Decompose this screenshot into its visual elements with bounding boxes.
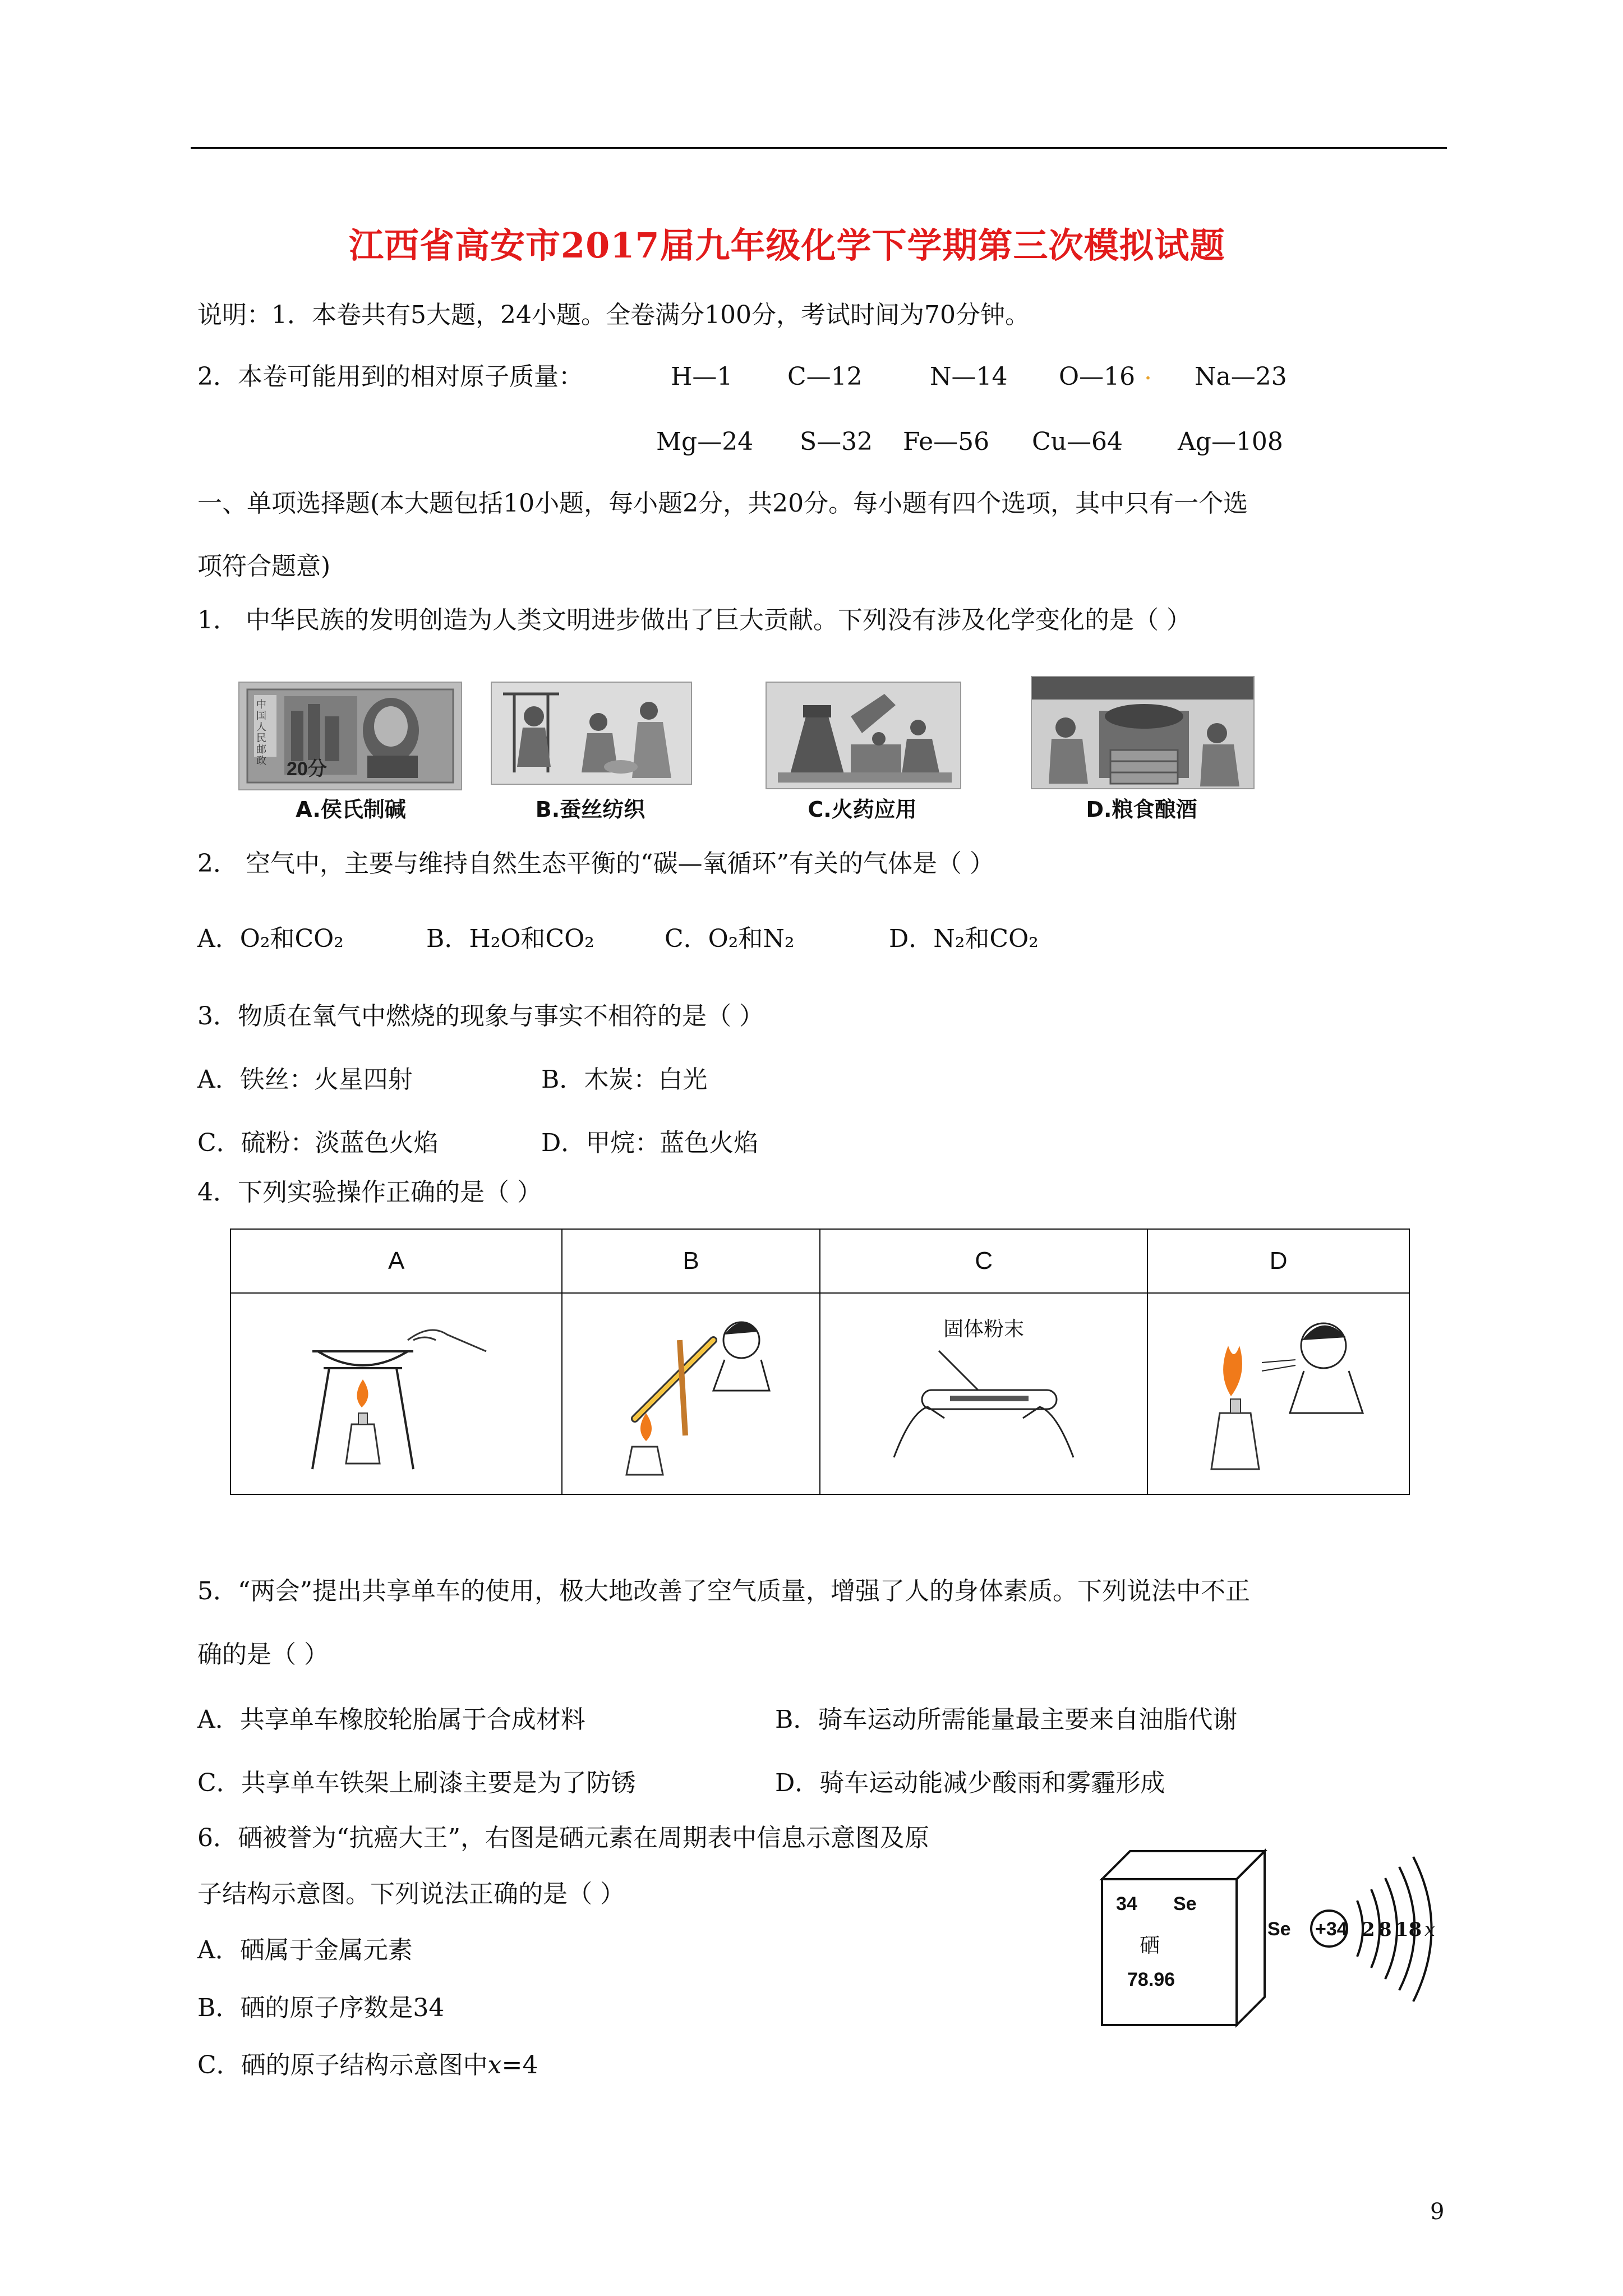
- mass-cu: Cu—64: [1032, 427, 1123, 456]
- section-1-line-1: 一、单项选择题(本大题包括10小题，每小题2分，共20分。每小题有四个选项，其中只有一个选: [197, 489, 1248, 518]
- q1-image-a-stamp: [238, 682, 462, 790]
- q1-image-b-silk: [491, 682, 692, 785]
- mass-c: C—12: [787, 362, 863, 391]
- q4-header-c: C: [820, 1229, 1147, 1293]
- q6-shell-3: 18: [1395, 1918, 1422, 1941]
- mass-s: S—32: [800, 427, 873, 456]
- mass-ag: Ag—108: [1178, 427, 1283, 456]
- q2-option-c: C．O₂和N₂: [665, 924, 795, 953]
- mass-mg: Mg—24: [656, 427, 754, 456]
- q6-option-b: B．硒的原子序数是34: [197, 1994, 445, 2022]
- q2-option-d: D．N₂和CO₂: [889, 924, 1039, 953]
- q4-image-a-evaporating-dish: [296, 1301, 497, 1480]
- mass-fe: Fe—56: [903, 427, 990, 456]
- q4-operations-table: [230, 1228, 1410, 1495]
- q1-stem: 1． 中华民族的发明创造为人类文明进步做出了巨大贡献。下列没有涉及化学变化的是（ ）: [197, 606, 1191, 634]
- q6-option-a: A．硒属于金属元素: [197, 1936, 413, 1964]
- q2-option-a: A．O₂和CO₂: [197, 924, 344, 953]
- q1-stamp-value: 20分: [287, 758, 327, 780]
- header-rule: [191, 147, 1447, 149]
- decorative-dot: .: [1144, 357, 1152, 385]
- q6-shell-1: 2: [1362, 1918, 1375, 1941]
- q3-stem: 3．物质在氧气中燃烧的现象与事实不相符的是（ ）: [197, 1002, 764, 1030]
- q1-stamp-issuer: 中国人民邮政: [256, 699, 266, 767]
- q6-atom-symbol: Se: [1267, 1918, 1291, 1940]
- note-2-label: 2．本卷可能用到的相对原子质量：: [197, 362, 583, 391]
- q6-option-c: [197, 2053, 538, 2078]
- q3-option-c: C．硫粉：淡蓝色火焰: [197, 1129, 439, 1157]
- q4-header-b: B: [562, 1229, 820, 1293]
- q1-option-a: A.侯氏制碱: [296, 797, 406, 822]
- q3-option-b: B．木炭：白光: [541, 1065, 708, 1094]
- q4-cell-c: [820, 1293, 1147, 1494]
- q5-stem-line-1: 5．“两会”提出共享单车的使用，极大地改善了空气质量，增强了人的身体素质。下列说法中不正: [197, 1577, 1250, 1605]
- note-1: 说明：1．本卷共有5大题，24小题。全卷满分100分，考试时间为70分钟。: [197, 301, 1030, 329]
- q6-atom-nucleus: +34: [1315, 1918, 1348, 1940]
- section-1-line-2: 项符合题意): [197, 552, 331, 581]
- q5-option-b: B．骑车运动所需能量最主要来自油脂代谢: [775, 1705, 1238, 1734]
- q4-image-c-powder-tube: [872, 1345, 1096, 1469]
- q1-image-d-wine: [1031, 676, 1255, 789]
- q2-option-b: B．H₂O和CO₂: [426, 924, 594, 953]
- q6-element-symbol: Se: [1173, 1893, 1197, 1915]
- mass-h: H—1: [671, 362, 733, 391]
- q6-shell-4: x: [1424, 1918, 1436, 1941]
- q1-option-b: B.蚕丝纺织: [535, 797, 645, 822]
- q4-image-d-blow-out-lamp: [1178, 1301, 1380, 1480]
- q4-cell-a: [230, 1293, 562, 1494]
- q4-cell-d: [1147, 1293, 1409, 1494]
- q6-element-mass: 78.96: [1127, 1969, 1175, 1990]
- q6-option-c-tail: =4: [501, 2051, 538, 2079]
- mass-o: O—16: [1059, 362, 1136, 391]
- q5-option-c: C．共享单车铁架上刷漆主要是为了防锈: [197, 1769, 636, 1797]
- q6-element-number: 34: [1116, 1893, 1137, 1915]
- q5-option-a: A．共享单车橡胶轮胎属于合成材料: [197, 1705, 585, 1734]
- q6-shell-2: 8: [1378, 1918, 1392, 1941]
- q6-option-c-var: x: [487, 2051, 502, 2079]
- q6-element-tile: [1096, 1846, 1287, 2031]
- q5-stem-line-2: 确的是（ ）: [197, 1640, 329, 1669]
- q4-header-d: D: [1147, 1229, 1409, 1293]
- q3-option-d: D．甲烷：蓝色火焰: [541, 1129, 759, 1157]
- q6-option-c-text: C．硒的原子结构示意图中: [197, 2051, 488, 2079]
- q2-stem: 2． 空气中，主要与维持自然生态平衡的“碳—氧循环”有关的气体是（ ）: [197, 849, 994, 878]
- q4-header-a: A: [230, 1229, 562, 1293]
- q1-option-d: D.粮食酿酒: [1086, 797, 1197, 822]
- q6-stem-line-2: 子结构示意图。下列说法正确的是（ ）: [197, 1880, 625, 1908]
- q4-image-b-heating-tube: [601, 1301, 781, 1480]
- q3-option-a: A．铁丝：火星四射: [197, 1065, 413, 1094]
- q6-stem-line-1: 6．硒被誉为“抗癌大王”，右图是硒元素在周期表中信息示意图及原: [197, 1824, 929, 1852]
- q1-option-c: C.火药应用: [808, 797, 917, 822]
- page-number: 9: [1430, 2199, 1445, 2225]
- mass-n: N—14: [930, 362, 1008, 391]
- mass-na: Na—23: [1195, 362, 1287, 391]
- q6-element-name: 硒: [1140, 1934, 1160, 1957]
- q5-option-d: D．骑车运动能减少酸雨和雾霾形成: [775, 1769, 1165, 1797]
- q4-c-label: 固体粉末: [943, 1317, 1025, 1341]
- q4-cell-b: [562, 1293, 820, 1494]
- q4-stem: 4．下列实验操作正确的是（ ）: [197, 1178, 542, 1207]
- page-title: 江西省高安市2017届九年级化学下学期第三次模拟试题: [349, 225, 1225, 266]
- q1-image-c-gunpowder: [766, 682, 961, 789]
